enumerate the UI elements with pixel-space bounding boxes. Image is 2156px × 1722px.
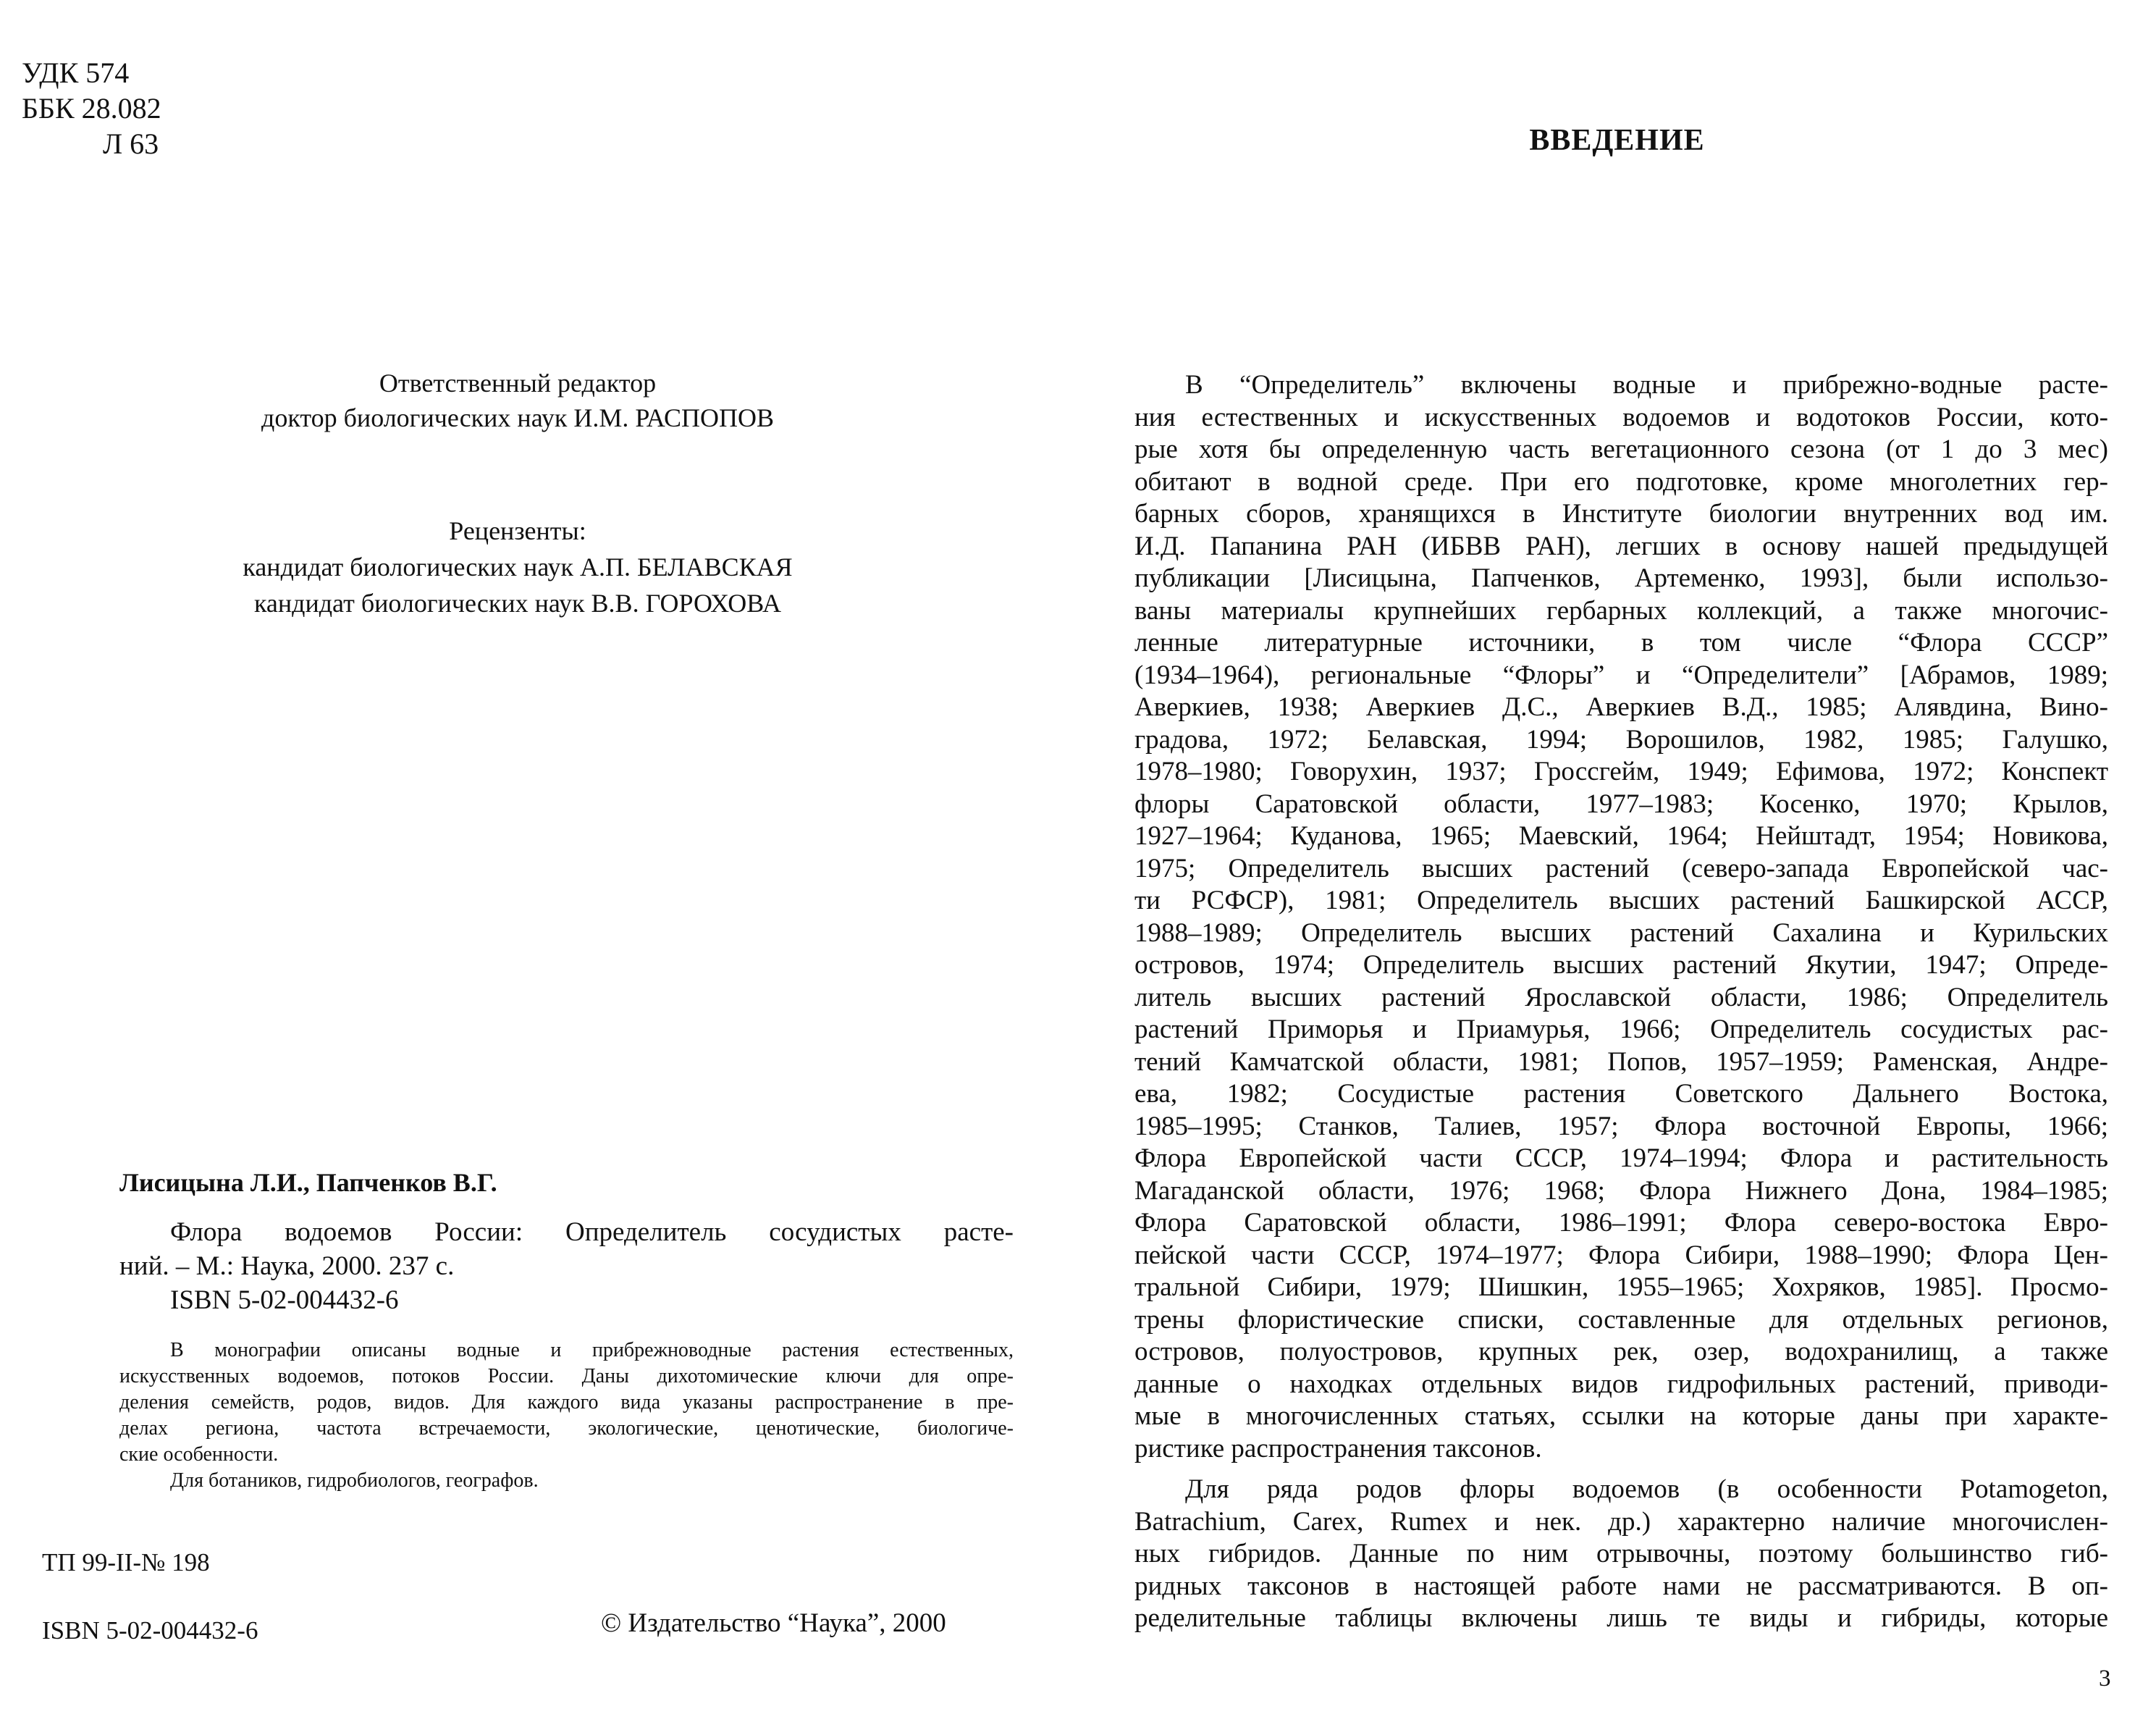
body-line: Флора Европейской части СССР, 1974–1994; Флора и растительность xyxy=(1134,1143,2108,1173)
reviewer-name: кандидат биологических наук В.В. ГОРОХОВА xyxy=(253,589,782,618)
citation-authors: Лисицына Л.И., Папченков В.Г. xyxy=(119,1168,497,1197)
body-line: ных гибридов. Данные по ним отрывочны, поэтому большинство гиб- xyxy=(1134,1539,2108,1568)
body-line: ева, 1982; Сосудистые растения Советского Дальнего Востока, xyxy=(1134,1079,2108,1109)
tp-number: ТП 99-II-№ 198 xyxy=(42,1548,210,1576)
body-line: Batrachium, Carex, Rumex и нек. др.) характерно наличие многочислен- xyxy=(1134,1506,2108,1537)
page-number: 3 xyxy=(2099,1666,2111,1692)
abstract-line: ские особенности. xyxy=(119,1443,279,1466)
body-line: растений Приморья и Приамурья, 1966; Определитель сосудистых рас- xyxy=(1134,1015,2108,1044)
body-line: 1988–1989; Определитель высших растений Сахалина и Курильских xyxy=(1134,917,2108,948)
citation-title-line: ний. – М.: Наука, 2000. 237 с. xyxy=(119,1251,455,1281)
body-line: данные о находках отдельных видов гидрофильных растений, приводи- xyxy=(1134,1369,2108,1399)
body-line: барных сборов, хранящихся в Институте биологии внутренних вод им. xyxy=(1134,499,2108,529)
body-line: пейской части СССР, 1974–1977; Флора Сибири, 1988–1990; Флора Цен- xyxy=(1134,1240,2108,1270)
udk-code: УДК 574 xyxy=(22,56,130,89)
intro-title: ВВЕДЕНИЕ xyxy=(1529,124,1705,157)
intro-body xyxy=(1134,369,2108,1635)
abstract-line: деления семейств, родов, видов. Для каждого вида указаны распространение в пре- xyxy=(119,1391,1014,1414)
author-mark: Л 63 xyxy=(103,127,159,160)
body-line: публикации [Лисицына, Папченков, Артеменко, 1993], были использо- xyxy=(1134,563,2108,593)
isbn-bottom: ISBN 5-02-004432-6 xyxy=(42,1616,258,1645)
body-line: трены флористические списки, составленные для отдельных регионов, xyxy=(1134,1304,2108,1335)
body-line: 1978–1980; Говорухин, 1937; Гроссгейм, 1949; Ефимова, 1972; Конспект xyxy=(1134,757,2108,786)
body-line: Для ряда родов флоры водоемов (в особенности Potamogeton, xyxy=(1185,1474,2108,1504)
right-page xyxy=(1078,0,2156,1722)
body-line: обитают в водной среде. При его подготовке, кроме многолетних гер- xyxy=(1134,466,2108,497)
body-line: ристике распространения таксонов. xyxy=(1134,1433,1542,1463)
citation-title-line: Флора водоемов России: Определитель сосудистых расте- xyxy=(170,1217,1014,1247)
body-line: И.Д. Папанина РАН (ИБВВ РАН), легших в основу нашей предыдущей xyxy=(1134,531,2108,561)
body-line: ваны материалы крупнейших гербарных коллекций, а также многочис- xyxy=(1134,595,2108,626)
reviewer-name: кандидат биологических наук А.П. БЕЛАВСКАЯ xyxy=(243,553,793,581)
body-line: 1985–1995; Станков, Талиев, 1957; Флора восточной Европы, 1966; xyxy=(1134,1111,2108,1141)
body-line: ленные литературные источники, в том числе “Флора СССР” xyxy=(1134,628,2108,658)
editor-name: доктор биологических наук И.М. РАСПОПОВ xyxy=(261,403,774,432)
editor-block xyxy=(145,366,890,435)
body-line: Аверкиев, 1938; Аверкиев Д.С., Аверкиев В.Д., 1985; Алявдина, Вино- xyxy=(1134,692,2108,722)
citation-isbn: ISBN 5-02-004432-6 xyxy=(170,1285,399,1315)
abstract-line: искусственных водоемов, потоков России. Даны дихотомические ключи для опре- xyxy=(119,1365,1014,1387)
abstract-audience: Для ботаников, гидробиологов, географов. xyxy=(170,1469,539,1492)
abstract-line: делах региона, частота встречаемости, экологические, ценотические, биологиче- xyxy=(119,1417,1014,1440)
body-line: островов, 1974; Определитель высших растений Якутии, 1947; Опреде- xyxy=(1134,950,2108,980)
bbk-code: ББК 28.082 xyxy=(22,92,161,125)
reviewers-block xyxy=(116,513,919,621)
copyright: © Издательство “Наука”, 2000 xyxy=(601,1608,946,1638)
classification-codes xyxy=(22,55,161,161)
paragraph-gap xyxy=(1134,1465,2108,1474)
body-line: градова, 1972; Белавская, 1994; Ворошилов, 1982, 1985; Галушко, xyxy=(1134,724,2108,755)
body-line: ния естественных и искусственных водоемов и водотоков России, кото- xyxy=(1134,402,2108,432)
body-line: ридных таксонов в настоящей работе нами не рассматриваются. В оп- xyxy=(1134,1571,2108,1601)
body-line: флоры Саратовской области, 1977–1983; Косенко, 1970; Крылов, xyxy=(1134,789,2108,819)
citation-body xyxy=(119,1215,1014,1317)
body-line: ти РСФСР), 1981; Определитель высших растений Башкирской АССР, xyxy=(1134,886,2108,915)
abstract-line: В монографии описаны водные и прибрежноводные растения естественных, xyxy=(170,1339,1014,1361)
body-line: 1975; Определитель высших растений (северо-запада Европейской час- xyxy=(1134,853,2108,883)
body-line: ределительные таблицы включены лишь те виды и гибриды, которые xyxy=(1134,1603,2108,1633)
editor-label: Ответственный редактор xyxy=(379,369,657,398)
body-line: мые в многочисленных статьях, ссылки на которые даны при характе- xyxy=(1134,1401,2108,1431)
abstract xyxy=(119,1337,1014,1494)
body-line: рые хотя бы определенную часть вегетационного сезона (от 1 до 3 мес) xyxy=(1134,434,2108,464)
body-line: островов, полуостровов, крупных рек, озер, водохранилищ, а также xyxy=(1134,1337,2108,1366)
body-line: тений Камчатской области, 1981; Попов, 1957–1959; Раменская, Андре- xyxy=(1134,1046,2108,1077)
body-line: Флора Саратовской области, 1986–1991; Флора северо-востока Евро- xyxy=(1134,1208,2108,1238)
reviewers-label: Рецензенты: xyxy=(449,516,586,545)
body-line: литель высших растений Ярославской области, 1986; Определитель xyxy=(1134,982,2108,1012)
body-line: Магаданской области, 1976; 1968; Флора Нижнего Дона, 1984–1985; xyxy=(1134,1175,2108,1206)
body-line: (1934–1964), региональные “Флоры” и “Определители” [Абрамов, 1989; xyxy=(1134,660,2108,690)
body-line: тральной Сибири, 1979; Шишкин, 1955–1965; Хохряков, 1985]. Просмо- xyxy=(1134,1272,2108,1302)
body-line: В “Определитель” включены водные и прибрежно-водные расте- xyxy=(1185,370,2108,400)
body-line: 1927–1964; Куданова, 1965; Маевский, 1964; Нейштадт, 1954; Новикова, xyxy=(1134,821,2108,851)
